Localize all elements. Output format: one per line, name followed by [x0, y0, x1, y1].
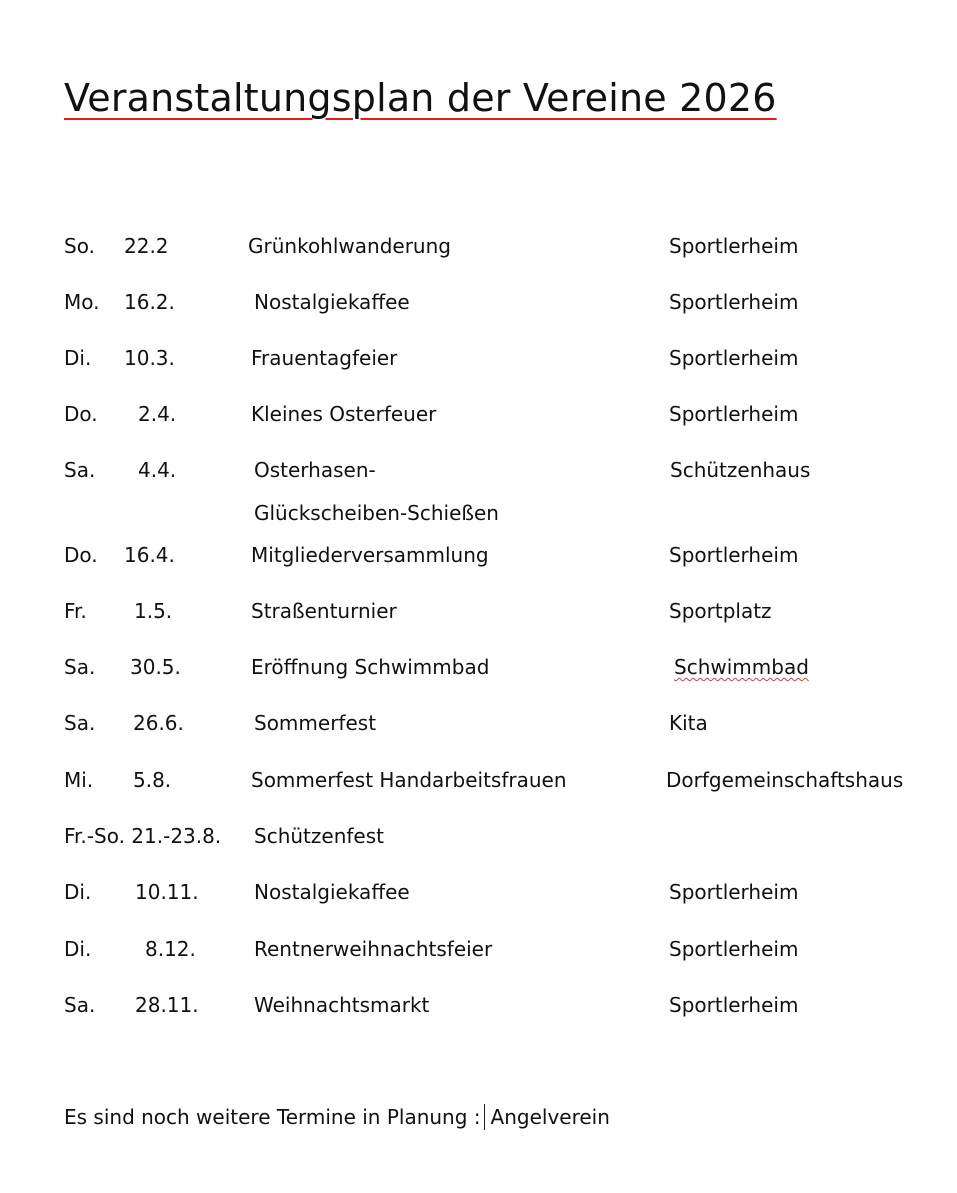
event-location: Sportlerheim	[669, 993, 799, 1017]
event-date: 16.4.	[124, 543, 175, 567]
event-location: Sportlerheim	[669, 234, 799, 258]
event-date: 28.11.	[135, 993, 199, 1017]
event-date: 30.5.	[130, 655, 181, 679]
event-name: Eröffnung Schwimmbad	[251, 655, 490, 679]
event-day: Mi.	[64, 768, 94, 792]
event-date: 8.12.	[145, 937, 196, 961]
event-date: 16.2.	[124, 290, 175, 314]
text-cursor	[484, 1104, 485, 1130]
event-name: Rentnerweihnachtsfeier	[254, 937, 493, 961]
event-name: Mitgliederversammlung	[251, 543, 489, 567]
event-row	[0, 402, 957, 442]
event-location: Schwimmbad	[674, 655, 809, 679]
event-day: So.	[64, 234, 95, 258]
event-date: 22.2	[124, 234, 169, 258]
event-location: Sportlerheim	[669, 290, 799, 314]
event-row	[0, 993, 957, 1033]
event-name: Nostalgiekaffee	[254, 880, 410, 904]
event-location: Sportlerheim	[669, 346, 799, 370]
event-day: Sa.	[64, 655, 96, 679]
event-day: Di.	[64, 937, 92, 961]
event-date: 10.3.	[124, 346, 175, 370]
event-date: 2.4.	[138, 402, 177, 426]
event-date: 5.8.	[133, 768, 172, 792]
event-day: Do.	[64, 402, 98, 426]
document-title: Veranstaltungsplan der Vereine 2026	[64, 76, 777, 120]
event-location: Sportlerheim	[669, 402, 799, 426]
event-day: Mo.	[64, 290, 100, 314]
event-location: Sportplatz	[669, 599, 772, 623]
event-day-date: Fr.-So. 21.-23.8.	[64, 824, 222, 848]
event-location: Sportlerheim	[669, 937, 799, 961]
event-location: Sportlerheim	[669, 543, 799, 567]
event-day: Fr.	[64, 599, 87, 623]
event-row	[0, 937, 957, 977]
event-location: Kita	[669, 711, 708, 735]
event-day: Di.	[64, 880, 92, 904]
event-day: Di.	[64, 346, 92, 370]
event-row	[0, 458, 957, 498]
event-row	[0, 290, 957, 330]
event-day: Sa.	[64, 993, 96, 1017]
event-location: Schützenhaus	[670, 458, 811, 482]
footer-note	[64, 1104, 610, 1130]
event-day: Sa.	[64, 711, 96, 735]
event-name: Schützenfest	[254, 824, 384, 848]
event-day: Do.	[64, 543, 98, 567]
event-date: 4.4.	[138, 458, 177, 482]
event-row	[0, 768, 957, 808]
event-day: Sa.	[64, 458, 96, 482]
event-location: Sportlerheim	[669, 880, 799, 904]
event-name: Kleines Osterfeuer	[251, 402, 437, 426]
event-name: Frauentagfeier	[251, 346, 398, 370]
event-row	[0, 655, 957, 695]
event-name: Straßenturnier	[251, 599, 397, 623]
event-row	[0, 543, 957, 583]
event-location: Dorfgemeinschaftshaus	[666, 768, 904, 792]
event-row-continuation	[0, 501, 957, 541]
event-date: 1.5.	[134, 599, 173, 623]
event-row	[0, 880, 957, 920]
event-name-line2: Glückscheiben-Schießen	[254, 501, 499, 525]
event-row	[0, 346, 957, 386]
event-name: Osterhasen-	[254, 458, 376, 482]
event-row	[0, 824, 957, 864]
footer-extra[interactable]: Angelverein	[490, 1105, 610, 1129]
footer-text: Es sind noch weitere Termine in Planung :	[64, 1105, 481, 1129]
event-row	[0, 711, 957, 751]
event-name: Grünkohlwanderung	[248, 234, 451, 258]
event-row	[0, 234, 957, 274]
event-name: Sommerfest Handarbeitsfrauen	[251, 768, 567, 792]
event-name: Sommerfest	[254, 711, 377, 735]
event-name: Weihnachtsmarkt	[254, 993, 430, 1017]
event-date: 10.11.	[135, 880, 199, 904]
event-row	[0, 599, 957, 639]
event-date: 26.6.	[133, 711, 184, 735]
event-name: Nostalgiekaffee	[254, 290, 410, 314]
